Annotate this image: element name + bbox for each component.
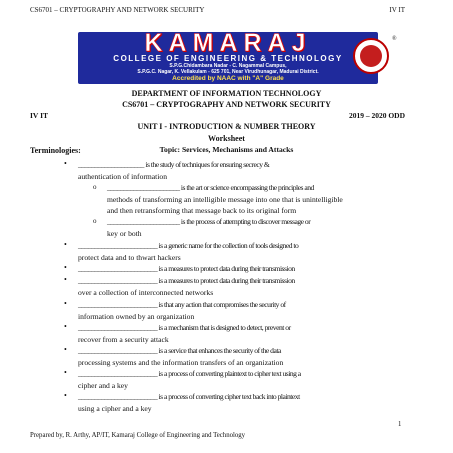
registered-mark: ®	[392, 36, 397, 42]
year-row	[30, 111, 405, 120]
bullet-icon: •	[64, 345, 67, 354]
sub-list-item: ______________________ is the art or science encompassing the principles and methods of transforming an intelligible message into one that is unintelligible and then retransforming that message back to its original form	[107, 183, 343, 215]
terminologies-heading: Terminologies:	[30, 146, 81, 155]
unit-title: UNIT I - INTRODUCTION & NUMBER THEORY	[137, 122, 316, 131]
bullet-icon: •	[64, 275, 67, 284]
list-item: ________________________ is a process of converting cipher text back into plaintext using a cipher and a key	[78, 392, 300, 413]
college-address-line-1: S.P.G.Chidambara Nadar - C. Nagammal Campus,	[169, 63, 287, 69]
sub-list-item: ______________________ is the process of attempting to discover message or key or both	[107, 217, 311, 238]
header-class: IV IT	[389, 6, 405, 14]
bullet-icon: •	[64, 299, 67, 308]
page-number: 1	[398, 421, 402, 428]
list-item: ________________________ is a mechanism that is designed to detect, prevent or recover from a security attack	[78, 323, 291, 344]
course-title: CS6701 – CRYPTOGRAPHY AND NETWORK SECURITY	[122, 100, 331, 109]
list-item: ________________________ is a generic name for the collection of tools designed to protect data and to thwart hackers	[78, 241, 299, 262]
bullet-icon: •	[64, 368, 67, 377]
list-item: ________________________ is that any action that compromises the security of information owned by an organization	[78, 300, 286, 321]
list-item: ________________________ is a service that enhances the security of the data processing systems and the information transfers of an organization	[78, 346, 284, 367]
college-subtitle: COLLEGE OF ENGINEERING & TECHNOLOGY	[113, 54, 343, 63]
accreditation-text: Accredited by NAAC with "A" Grade	[172, 75, 284, 82]
college-logo-icon	[353, 38, 389, 74]
bullet-icon: •	[64, 322, 67, 331]
header-course: CS6701 – CRYPTOGRAPHY AND NETWORK SECURITY	[30, 6, 205, 14]
college-banner	[78, 29, 378, 84]
college-name: KAMARAJ	[144, 29, 312, 57]
list-item: ____________________ is the study of techniques for ensuring secrecy & authentication of information	[78, 160, 270, 181]
page-footer: Prepared by, R. Arthy, AP/IT, Kamaraj College of Engineering and Technology	[30, 432, 246, 439]
worksheet-title: Worksheet	[208, 134, 245, 143]
academic-year: 2019 – 2020 ODD	[348, 111, 405, 120]
bullet-icon: •	[64, 240, 67, 249]
bullet-icon: •	[64, 391, 67, 400]
page-header	[30, 6, 405, 14]
sub-bullet-icon: o	[93, 217, 97, 225]
class-label: IV IT	[30, 111, 48, 120]
list-item: ________________________ is a measures to protect data during their transmission over a collection of interconnected networks	[78, 276, 295, 297]
bullet-icon: •	[64, 263, 67, 272]
college-address-line-2: S.P.G.C. Nagar, K. Vellakulam - 625 701, Near Virudhunagar, Madurai District.	[137, 69, 319, 75]
bullet-icon: •	[64, 159, 67, 168]
sub-bullet-icon: o	[93, 183, 97, 191]
banner-background	[78, 29, 378, 84]
department-title: DEPARTMENT OF INFORMATION TECHNOLOGY	[131, 89, 322, 98]
list-item: ________________________ is a measures to protect data during their transmission	[78, 264, 295, 273]
list-item: ________________________ is a process of converting plaintext to cipher text using a cipher and a key	[78, 369, 301, 390]
topic-title: Topic: Services, Mechanisms and Attacks	[159, 145, 294, 154]
